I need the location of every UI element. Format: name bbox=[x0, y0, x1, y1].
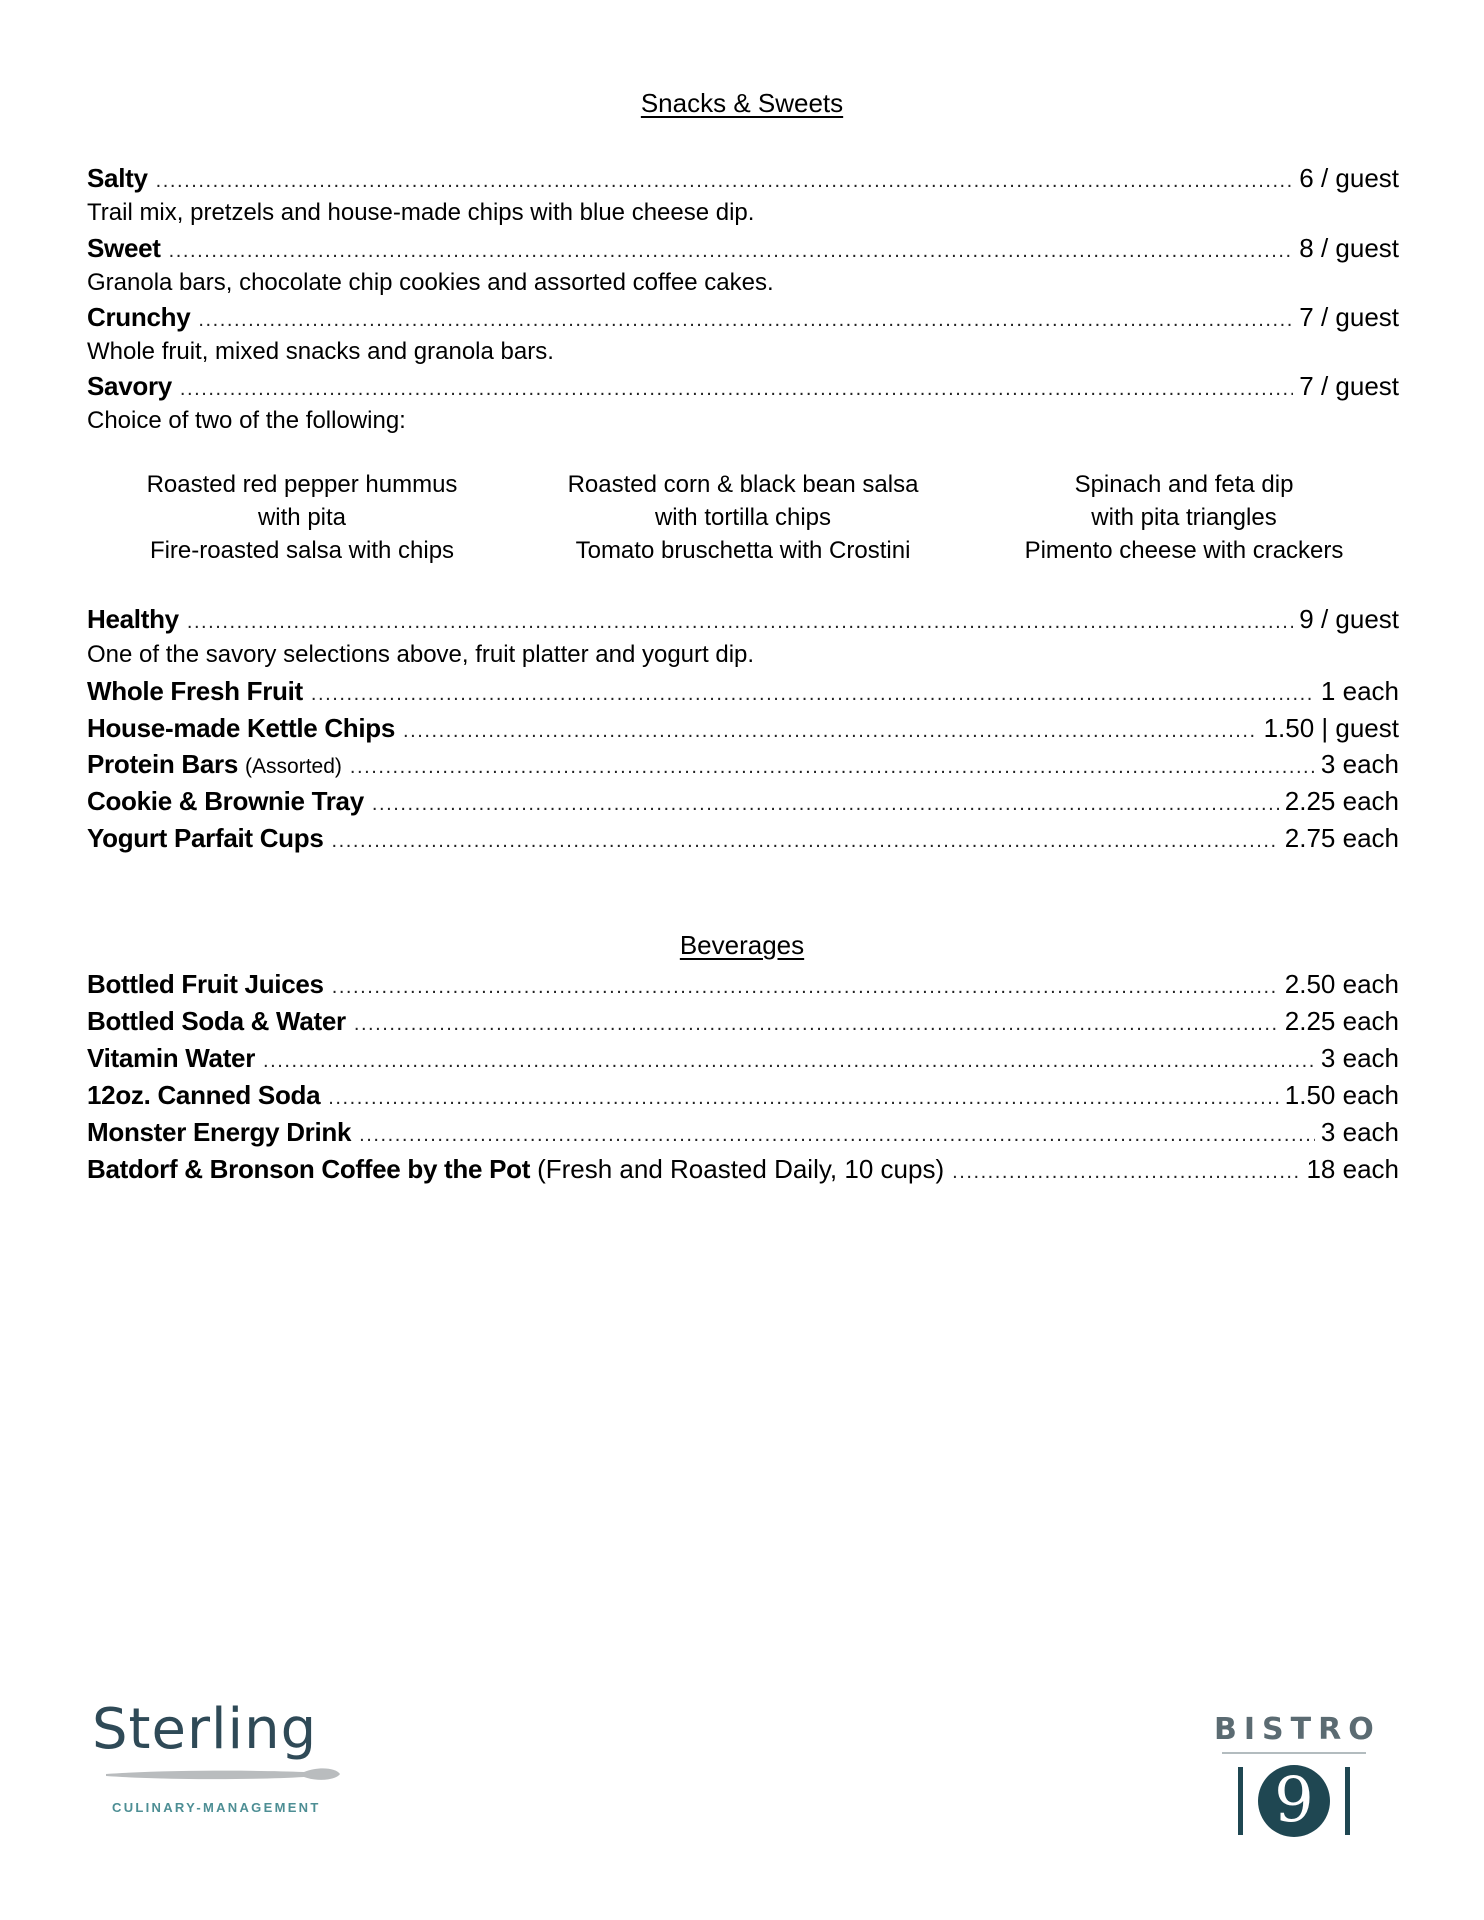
option-line: with tortilla chips bbox=[654, 504, 832, 531]
bistro-number: 9 bbox=[1274, 1763, 1314, 1836]
savory-option-column bbox=[528, 468, 958, 567]
item-description: Trail mix, pretzels and house-made chips with blue cheese dip. bbox=[87, 199, 755, 226]
item-price: 2.50 each bbox=[1284, 969, 1399, 999]
item-name: Vitamin Water bbox=[87, 1043, 256, 1073]
dot-leader bbox=[156, 165, 1294, 197]
bistro-word: BISTRO bbox=[1214, 1712, 1381, 1747]
item-name: Bottled Fruit Juices bbox=[87, 969, 324, 999]
dot-leader bbox=[263, 1045, 1315, 1077]
item-price: 1.50 | guest bbox=[1263, 713, 1399, 743]
spoon-icon bbox=[104, 1760, 344, 1790]
item-name: Cookie & Brownie Tray bbox=[87, 786, 364, 816]
item-name: Whole Fresh Fruit bbox=[87, 676, 303, 706]
menu-item-cookie-brownie-tray bbox=[87, 785, 1399, 817]
snacks-section-title: Snacks & Sweets bbox=[640, 88, 844, 118]
item-description: One of the savory selections above, fruit platter and yogurt dip. bbox=[87, 641, 755, 668]
dot-leader bbox=[328, 1082, 1279, 1114]
sterling-tagline: CULINARY-MANAGEMENT bbox=[112, 1800, 321, 1815]
dot-leader bbox=[372, 788, 1279, 820]
beverage-vitamin-water bbox=[87, 1042, 1399, 1074]
dot-leader bbox=[332, 825, 1279, 857]
savory-options bbox=[87, 468, 1399, 567]
item-price: 2.25 each bbox=[1284, 786, 1399, 816]
item-name: Savory bbox=[87, 371, 172, 401]
item-price: 1 each bbox=[1320, 676, 1399, 706]
menu-item-sweet bbox=[87, 232, 1399, 264]
item-name: Protein Bars bbox=[87, 749, 239, 779]
beverage-monster-energy bbox=[87, 1116, 1399, 1148]
bistro-number-mark bbox=[1214, 1747, 1374, 1842]
item-name: House-made Kettle Chips bbox=[87, 713, 396, 743]
savory-option-column bbox=[87, 468, 517, 567]
option-line: Fire-roasted salsa with chips bbox=[149, 537, 455, 564]
dot-leader bbox=[359, 1119, 1315, 1151]
item-name: Sweet bbox=[87, 233, 161, 263]
item-price: 1.50 each bbox=[1284, 1080, 1399, 1110]
item-name: Healthy bbox=[87, 604, 179, 634]
menu-item-protein-bars bbox=[87, 748, 1399, 780]
item-name: Batdorf & Bronson Coffee by the Pot bbox=[87, 1154, 531, 1184]
dot-leader bbox=[332, 971, 1279, 1003]
item-price: 3 each bbox=[1320, 1043, 1399, 1073]
item-note: (Assorted) bbox=[245, 755, 342, 778]
item-name: Yogurt Parfait Cups bbox=[87, 823, 324, 853]
item-name: Crunchy bbox=[87, 302, 191, 332]
item-price: 3 each bbox=[1320, 1117, 1399, 1147]
savory-option-column bbox=[969, 468, 1399, 567]
item-price: 3 each bbox=[1320, 749, 1399, 779]
bistro-191-logo bbox=[1214, 1712, 1381, 1842]
item-price: 2.25 each bbox=[1284, 1006, 1399, 1036]
dot-leader bbox=[350, 751, 1315, 783]
item-name: Bottled Soda & Water bbox=[87, 1006, 346, 1036]
item-name: 12oz. Canned Soda bbox=[87, 1080, 321, 1110]
menu-item-kettle-chips bbox=[87, 712, 1399, 744]
item-price: 9 / guest bbox=[1299, 604, 1399, 634]
item-price: 7 / guest bbox=[1299, 302, 1399, 332]
sterling-wordmark: Sterling bbox=[92, 1697, 318, 1762]
item-description: Granola bars, chocolate chip cookies and assorted coffee cakes. bbox=[87, 269, 774, 296]
dot-leader bbox=[187, 606, 1293, 638]
beverage-soda-water bbox=[87, 1005, 1399, 1037]
item-price: 6 / guest bbox=[1299, 163, 1399, 193]
dot-leader bbox=[403, 715, 1258, 747]
item-price: 7 / guest bbox=[1299, 371, 1399, 401]
item-description: Choice of two of the following: bbox=[87, 407, 406, 434]
option-line: Roasted corn & black bean salsa bbox=[567, 471, 919, 498]
item-note: (Fresh and Roasted Daily, 10 cups) bbox=[537, 1154, 945, 1184]
beverage-fruit-juices bbox=[87, 968, 1399, 1000]
menu-item-whole-fresh-fruit bbox=[87, 675, 1399, 707]
dot-leader bbox=[169, 235, 1294, 267]
option-line: with pita triangles bbox=[1091, 504, 1277, 531]
dot-leader bbox=[198, 304, 1293, 336]
menu-item-salty bbox=[87, 162, 1399, 194]
option-line: Spinach and feta dip bbox=[1074, 471, 1294, 498]
item-price: 8 / guest bbox=[1299, 233, 1399, 263]
dot-leader bbox=[354, 1008, 1279, 1040]
beverages-section-title: Beverages bbox=[679, 930, 805, 960]
beverage-coffee-pot bbox=[87, 1153, 1399, 1185]
menu-item-healthy bbox=[87, 603, 1399, 635]
dot-leader bbox=[952, 1156, 1300, 1188]
menu-item-savory bbox=[87, 370, 1399, 402]
item-name: Salty bbox=[87, 163, 148, 193]
menu-item-yogurt-parfait bbox=[87, 822, 1399, 854]
item-price: 18 each bbox=[1306, 1154, 1399, 1184]
sterling-logo bbox=[92, 1697, 352, 1830]
dot-leader bbox=[180, 373, 1293, 405]
item-price: 2.75 each bbox=[1284, 823, 1399, 853]
item-description: Whole fruit, mixed snacks and granola bars. bbox=[87, 338, 554, 365]
option-line: Roasted red pepper hummus bbox=[146, 471, 458, 498]
option-line: Pimento cheese with crackers bbox=[1024, 537, 1344, 564]
option-line: with pita bbox=[257, 504, 347, 531]
dot-leader bbox=[311, 678, 1315, 710]
option-line: Tomato bruschetta with Crostini bbox=[575, 537, 911, 564]
menu-item-crunchy bbox=[87, 301, 1399, 333]
beverage-canned-soda bbox=[87, 1079, 1399, 1111]
item-name: Monster Energy Drink bbox=[87, 1117, 352, 1147]
